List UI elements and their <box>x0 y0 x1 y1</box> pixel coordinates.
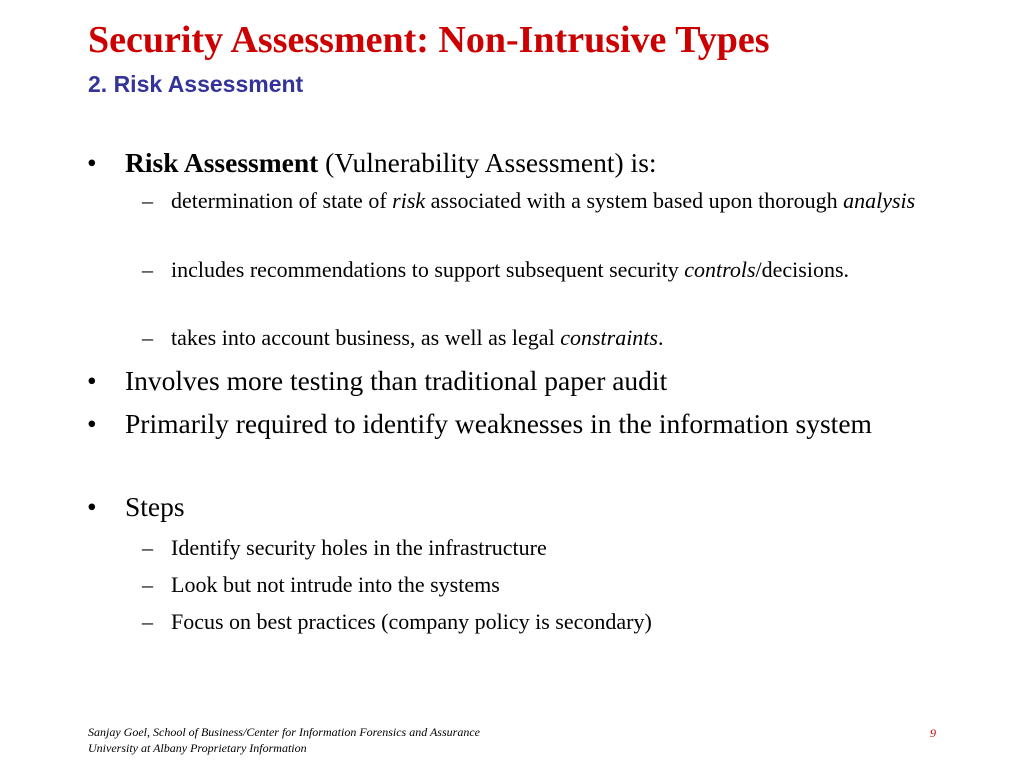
bullet-marker: • <box>87 491 97 522</box>
dash-marker: – <box>142 609 153 634</box>
bullet-text: Steps <box>125 491 185 522</box>
sub-bullet-text: Focus on best practices (company policy is secondary) <box>171 609 652 634</box>
sub-bullet-determination <box>142 186 931 215</box>
sub-bullet-text: includes recommendations to support subsequent security <box>171 257 685 282</box>
dash-marker: – <box>142 257 153 282</box>
sub-bullet-italic: risk <box>392 188 426 213</box>
bullet-steps <box>87 488 935 525</box>
sub-bullet-text: /decisions. <box>755 257 850 282</box>
sub-bullet-italic: constraints <box>560 325 658 350</box>
sub-bullet-look-not-intrude <box>142 570 931 599</box>
bullet-marker: • <box>87 365 97 396</box>
sub-bullet-text: associated with a system based upon thorough <box>425 188 844 213</box>
slide-title: Security Assessment: Non-Intrusive Types <box>88 19 770 61</box>
dash-marker: – <box>142 572 153 597</box>
dash-marker: – <box>142 325 153 350</box>
sub-bullet-identify-holes <box>142 533 931 562</box>
sub-bullet-text: determination of state of <box>171 188 393 213</box>
bullet-bold-term: Risk Assessment <box>125 147 319 178</box>
sub-bullet-text: Look but not intrude into the systems <box>171 572 500 597</box>
bullet-text: (Vulnerability Assessment) is: <box>318 147 657 178</box>
bullet-marker: • <box>87 408 97 439</box>
bullet-text: Primarily required to identify weaknesses in the information system <box>125 408 872 439</box>
sub-bullet-constraints <box>142 323 931 352</box>
sub-bullet-text: takes into account business, as well as legal <box>171 325 561 350</box>
slide-footer <box>88 724 480 756</box>
sub-bullet-best-practices <box>142 607 931 636</box>
bullet-text: Involves more testing than traditional paper audit <box>125 365 668 396</box>
bullet-weaknesses <box>87 405 935 442</box>
sub-bullet-text: Identify security holes in the infrastructure <box>171 535 547 560</box>
sub-bullet-italic: analysis <box>843 188 916 213</box>
page-number: 9 <box>930 726 936 740</box>
slide-subtitle: 2. Risk Assessment <box>88 71 304 97</box>
sub-bullet-text: . <box>657 325 664 350</box>
sub-bullet-recommendations <box>142 255 931 284</box>
bullet-marker: • <box>87 147 97 178</box>
dash-marker: – <box>142 188 153 213</box>
bullet-risk-assessment <box>87 144 935 181</box>
dash-marker: – <box>142 535 153 560</box>
sub-bullet-italic: controls <box>684 257 756 282</box>
footer-author-line: Sanjay Goel, School of Business/Center for Information Forensics and Assurance <box>88 725 480 739</box>
bullet-testing <box>87 362 935 399</box>
footer-proprietary-line: University at Albany Proprietary Information <box>88 741 307 755</box>
